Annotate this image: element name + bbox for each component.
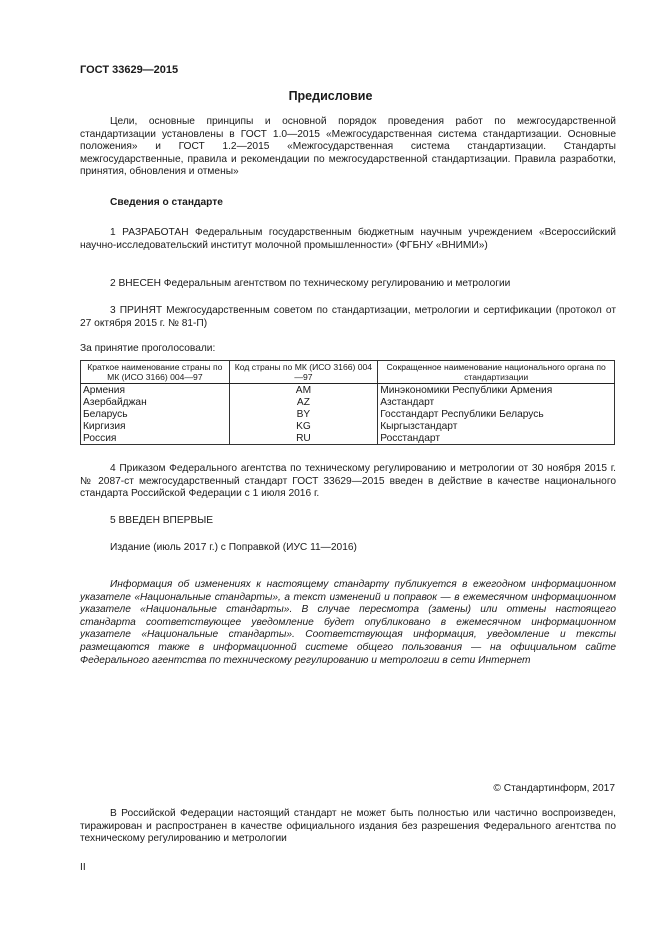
body-cell: Госстандарт Республики Беларусь	[378, 408, 615, 420]
page-number: II	[80, 862, 86, 873]
table-row	[81, 408, 615, 420]
notice-paragraph: Информация об изменениях к настоящему стандарту публикуется в ежегодном информационном указателе «Национальные стандарты», а текст изменений и поправок — в ежемесячном информационном указателе «Национальные стандарты». В случае пересмотра (замены) или отмены настоящего стандарта соответствующее уведомление будет опубликовано в ежемесячном информационном указателе «Национальные стандарты». Соответствующая информация, уведомление и тексты размещаются также в информационной системе общего пользования — на официальном сайте Федерального агентства по техническому регулированию и метрологии в сети Интернет	[80, 579, 616, 666]
edition-paragraph: Издание (июль 2017 г.) с Поправкой (ИУС 11—2016)	[110, 542, 357, 553]
adopted-paragraph: 3 ПРИНЯТ Межгосударственным советом по стандартизации, метрологии и сертификации (протокол от 27 октября 2015 г. № 81-П)	[80, 305, 616, 329]
country-cell: Азербайджан	[81, 396, 230, 408]
country-cell: Беларусь	[81, 408, 230, 420]
table-row	[81, 396, 615, 408]
column-header-code: Код страны по МК (ИСО 3166) 004—97	[229, 361, 378, 384]
country-cell: Киргизия	[81, 420, 230, 432]
code-cell: AM	[229, 384, 378, 397]
reproduction-paragraph: В Российской Федерации настоящий стандарт не может быть полностью или частично воспроизведен, тиражирован и распространен в качестве официального издания без разрешения Федерального агентства по техническому регулированию и метрологии	[80, 808, 616, 845]
code-cell: BY	[229, 408, 378, 420]
developed-paragraph: 1 РАЗРАБОТАН Федеральным государственным бюджетным научным учреждением «Всероссийский научно-исследовательский институт молочной промышленности» (ФГБНУ «ВНИМИ»)	[80, 227, 616, 251]
country-cell: Армения	[81, 384, 230, 397]
body-cell: Росстандарт	[378, 432, 615, 445]
page-title: Предисловие	[288, 89, 373, 103]
intro-paragraph: Цели, основные принципы и основной порядок проведения работ по межгосударственной стандартизации установлены в ГОСТ 1.0—2015 «Межгосударственная система стандартизации. Основные положения» и ГОСТ 1.2—2015 «Межгосударственная система стандартизации. Стандарты межгосударственные, правила и рекомендации по межгосударственной стандартизации. Правила разработки, принятия, обновления и отмены»	[80, 116, 616, 178]
column-header-country: Краткое наименование страны по МК (ИСО 3166) 004—97	[81, 361, 230, 384]
introduced-paragraph: 2 ВНЕСЕН Федеральным агентством по техническому регулированию и метрологии	[110, 278, 511, 289]
code-cell: AZ	[229, 396, 378, 408]
copyright: © Стандартинформ, 2017	[493, 783, 615, 794]
first-time-paragraph: 5 ВВЕДЕН ВПЕРВЫЕ	[110, 515, 214, 526]
table-row	[81, 420, 615, 432]
table-header-row	[81, 361, 615, 384]
column-header-body: Сокращенное наименование национального органа по стандартизации	[378, 361, 615, 384]
code-cell: RU	[229, 432, 378, 445]
section-title: Сведения о стандарте	[110, 197, 223, 208]
standard-id: ГОСТ 33629—2015	[80, 64, 179, 76]
table-row	[81, 432, 615, 445]
body-cell: Минэкономики Республики Армения	[378, 384, 615, 397]
body-cell: Кыргызстандарт	[378, 420, 615, 432]
code-cell: KG	[229, 420, 378, 432]
body-cell: Азстандарт	[378, 396, 615, 408]
order-paragraph: 4 Приказом Федерального агентства по техническому регулированию и метрологии от 30 ноября 2015 г. № 2087-ст межгосударственный стандарт ГОСТ 33629—2015 введен в действие в качестве национального стандарта Российской Федерации с 1 июля 2016 г.	[80, 463, 616, 500]
table-row	[81, 384, 615, 397]
voted-label: За принятие проголосовали:	[80, 343, 216, 354]
voting-table	[80, 360, 615, 445]
country-cell: Россия	[81, 432, 230, 445]
